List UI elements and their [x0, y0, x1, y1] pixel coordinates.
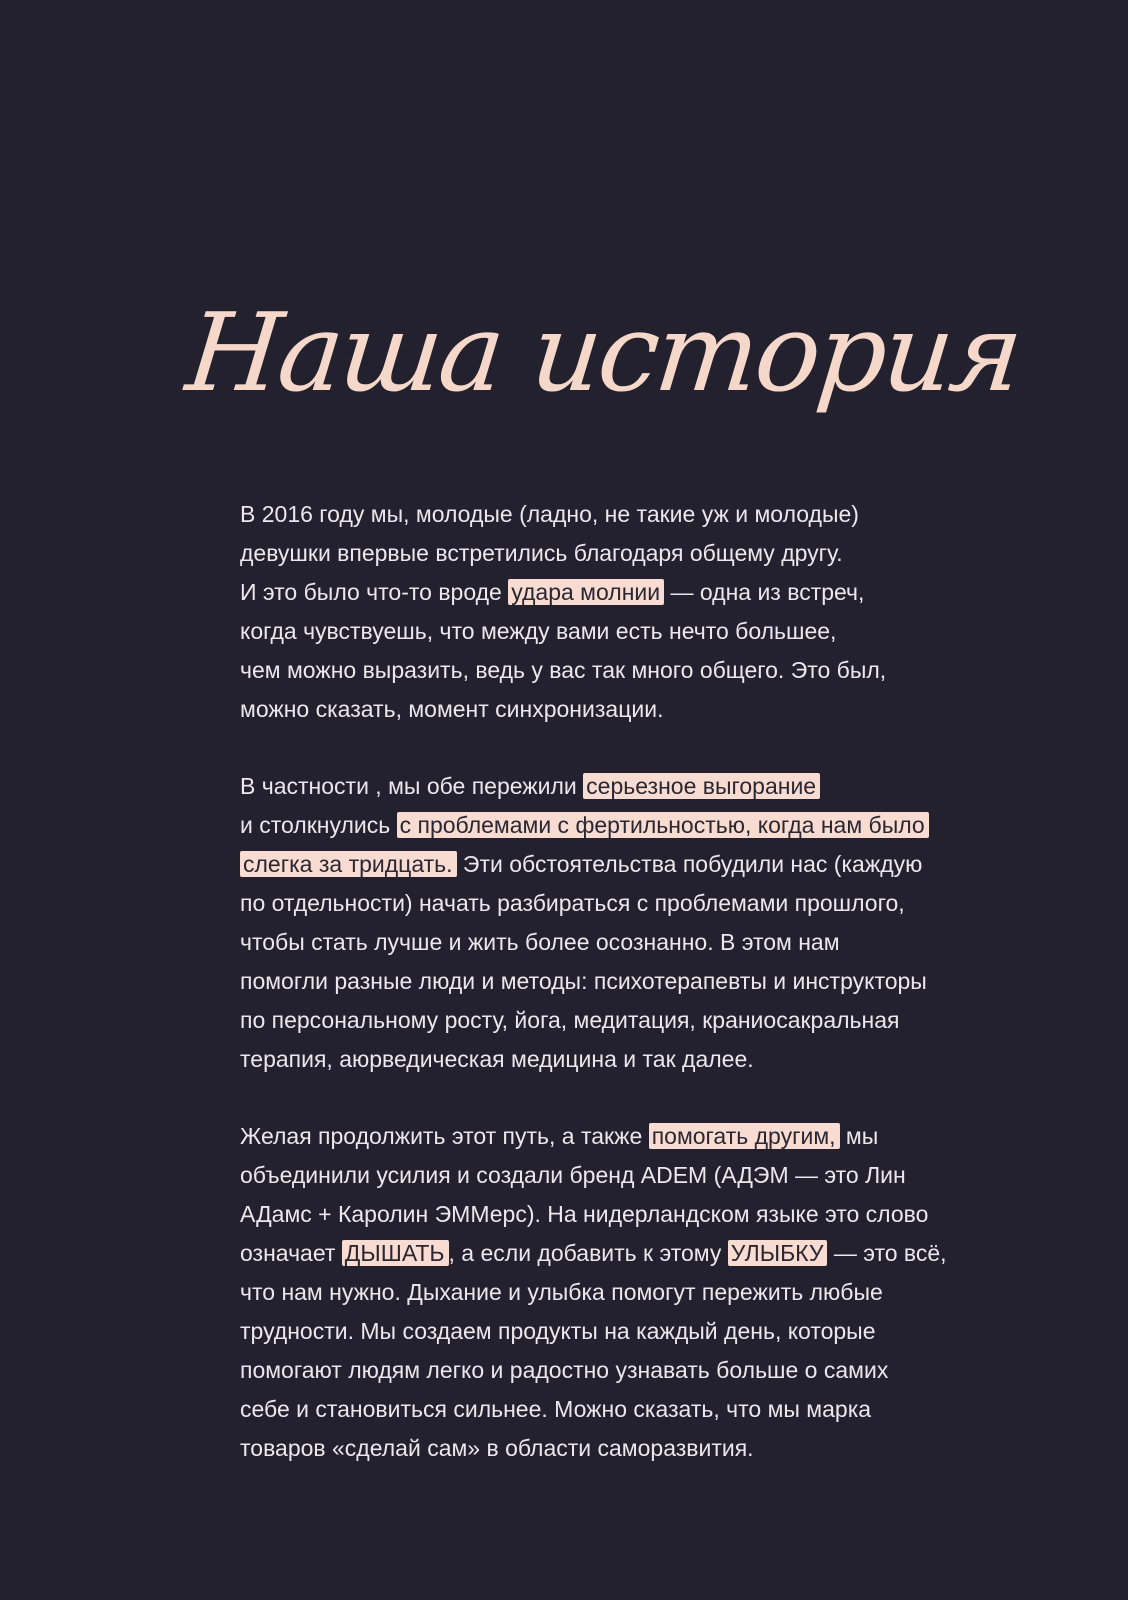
- text-line: [240, 1040, 1000, 1079]
- text-segment: АДамс + Каролин ЭММерс). На нидерландском языке это слово: [240, 1201, 929, 1227]
- text-line: [240, 1234, 1000, 1273]
- text-line: [240, 923, 1000, 962]
- text-segment: помогли разные люди и методы: психотерапевты и инструкторы: [240, 968, 927, 994]
- text-line: [240, 767, 1000, 806]
- text-line: [240, 495, 1000, 534]
- text-segment: трудности. Мы создаем продукты на каждый день, которые: [240, 1318, 876, 1344]
- text-line: [240, 573, 1000, 612]
- text-segment: — это всё,: [827, 1240, 947, 1266]
- text-line: [240, 806, 1000, 845]
- text-segment: когда чувствуешь, что между вами есть нечто большее,: [240, 618, 837, 644]
- text-segment: чем можно выразить, ведь у вас так много общего. Это был,: [240, 657, 887, 683]
- text-segment: товаров «сделай сам» в области саморазвития.: [240, 1435, 754, 1461]
- text-segment: девушки впервые встретились благодаря общему другу.: [240, 540, 843, 566]
- text-line: [240, 534, 1000, 573]
- text-segment: по отдельности) начать разбираться с проблемами прошлого,: [240, 890, 905, 916]
- text-line: [240, 962, 1000, 1001]
- text-segment: мы: [839, 1123, 879, 1149]
- text-line: [240, 1156, 1000, 1195]
- text-segment: чтобы стать лучше и жить более осознанно. В этом нам: [240, 929, 840, 955]
- page-title: Наша история: [181, 291, 1026, 416]
- text-segment: , а если добавить к этому: [448, 1240, 728, 1266]
- text-segment: объединили усилия и создали бренд ADEM (АДЭМ — это Лин: [240, 1162, 906, 1188]
- text-segment: В частности , мы обе пережили: [240, 773, 584, 799]
- text-line: [240, 612, 1000, 651]
- highlighted-phrase: удара молнии: [508, 579, 664, 605]
- text-segment: И это было что-то вроде: [240, 579, 509, 605]
- highlighted-phrase: помогать другим,: [649, 1123, 840, 1149]
- highlighted-phrase: УЛЫБКУ: [728, 1240, 828, 1266]
- text-segment: что нам нужно. Дыхание и улыбка помогут пережить любые: [240, 1279, 883, 1305]
- text-segment: себе и становиться сильнее. Можно сказать, что мы марка: [240, 1396, 872, 1422]
- text-line: [240, 1001, 1000, 1040]
- text-line: [240, 1312, 1000, 1351]
- text-line: [240, 1390, 1000, 1429]
- highlighted-phrase: серьезное выгорание: [583, 773, 820, 799]
- text-segment: — одна из встреч,: [664, 579, 865, 605]
- text-line: [240, 1429, 1000, 1468]
- text-segment: Эти обстоятельства побудили нас (каждую: [456, 851, 923, 877]
- text-line: [240, 884, 1000, 923]
- text-line: [240, 690, 1000, 729]
- text-line: [240, 1273, 1000, 1312]
- text-line: [240, 845, 1000, 884]
- text-line: [240, 1351, 1000, 1390]
- story-text: [240, 495, 1000, 1506]
- highlighted-phrase: ДЫШАТЬ: [342, 1240, 449, 1266]
- text-segment: и столкнулись: [240, 812, 397, 838]
- text-segment: В 2016 году мы, молодые (ладно, не такие уж и молодые): [240, 501, 859, 527]
- text-line: [240, 1117, 1000, 1156]
- text-segment: можно сказать, момент синхронизации.: [240, 696, 664, 722]
- text-segment: терапия, аюрведическая медицина и так далее.: [240, 1046, 754, 1072]
- highlighted-phrase: слегка за тридцать.: [240, 851, 457, 877]
- story-paragraph: [240, 1117, 1000, 1468]
- text-segment: Желая продолжить этот путь, а также: [240, 1123, 649, 1149]
- text-segment: означает: [240, 1240, 342, 1266]
- text-line: [240, 1195, 1000, 1234]
- text-line: [240, 651, 1000, 690]
- story-paragraph: [240, 767, 1000, 1079]
- text-segment: по персональному росту, йога, медитация, краниосакральная: [240, 1007, 900, 1033]
- story-paragraph: [240, 495, 1000, 729]
- highlighted-phrase: с проблемами с фертильностью, когда нам было: [397, 812, 929, 838]
- text-segment: помогают людям легко и радостно узнавать больше о самих: [240, 1357, 889, 1383]
